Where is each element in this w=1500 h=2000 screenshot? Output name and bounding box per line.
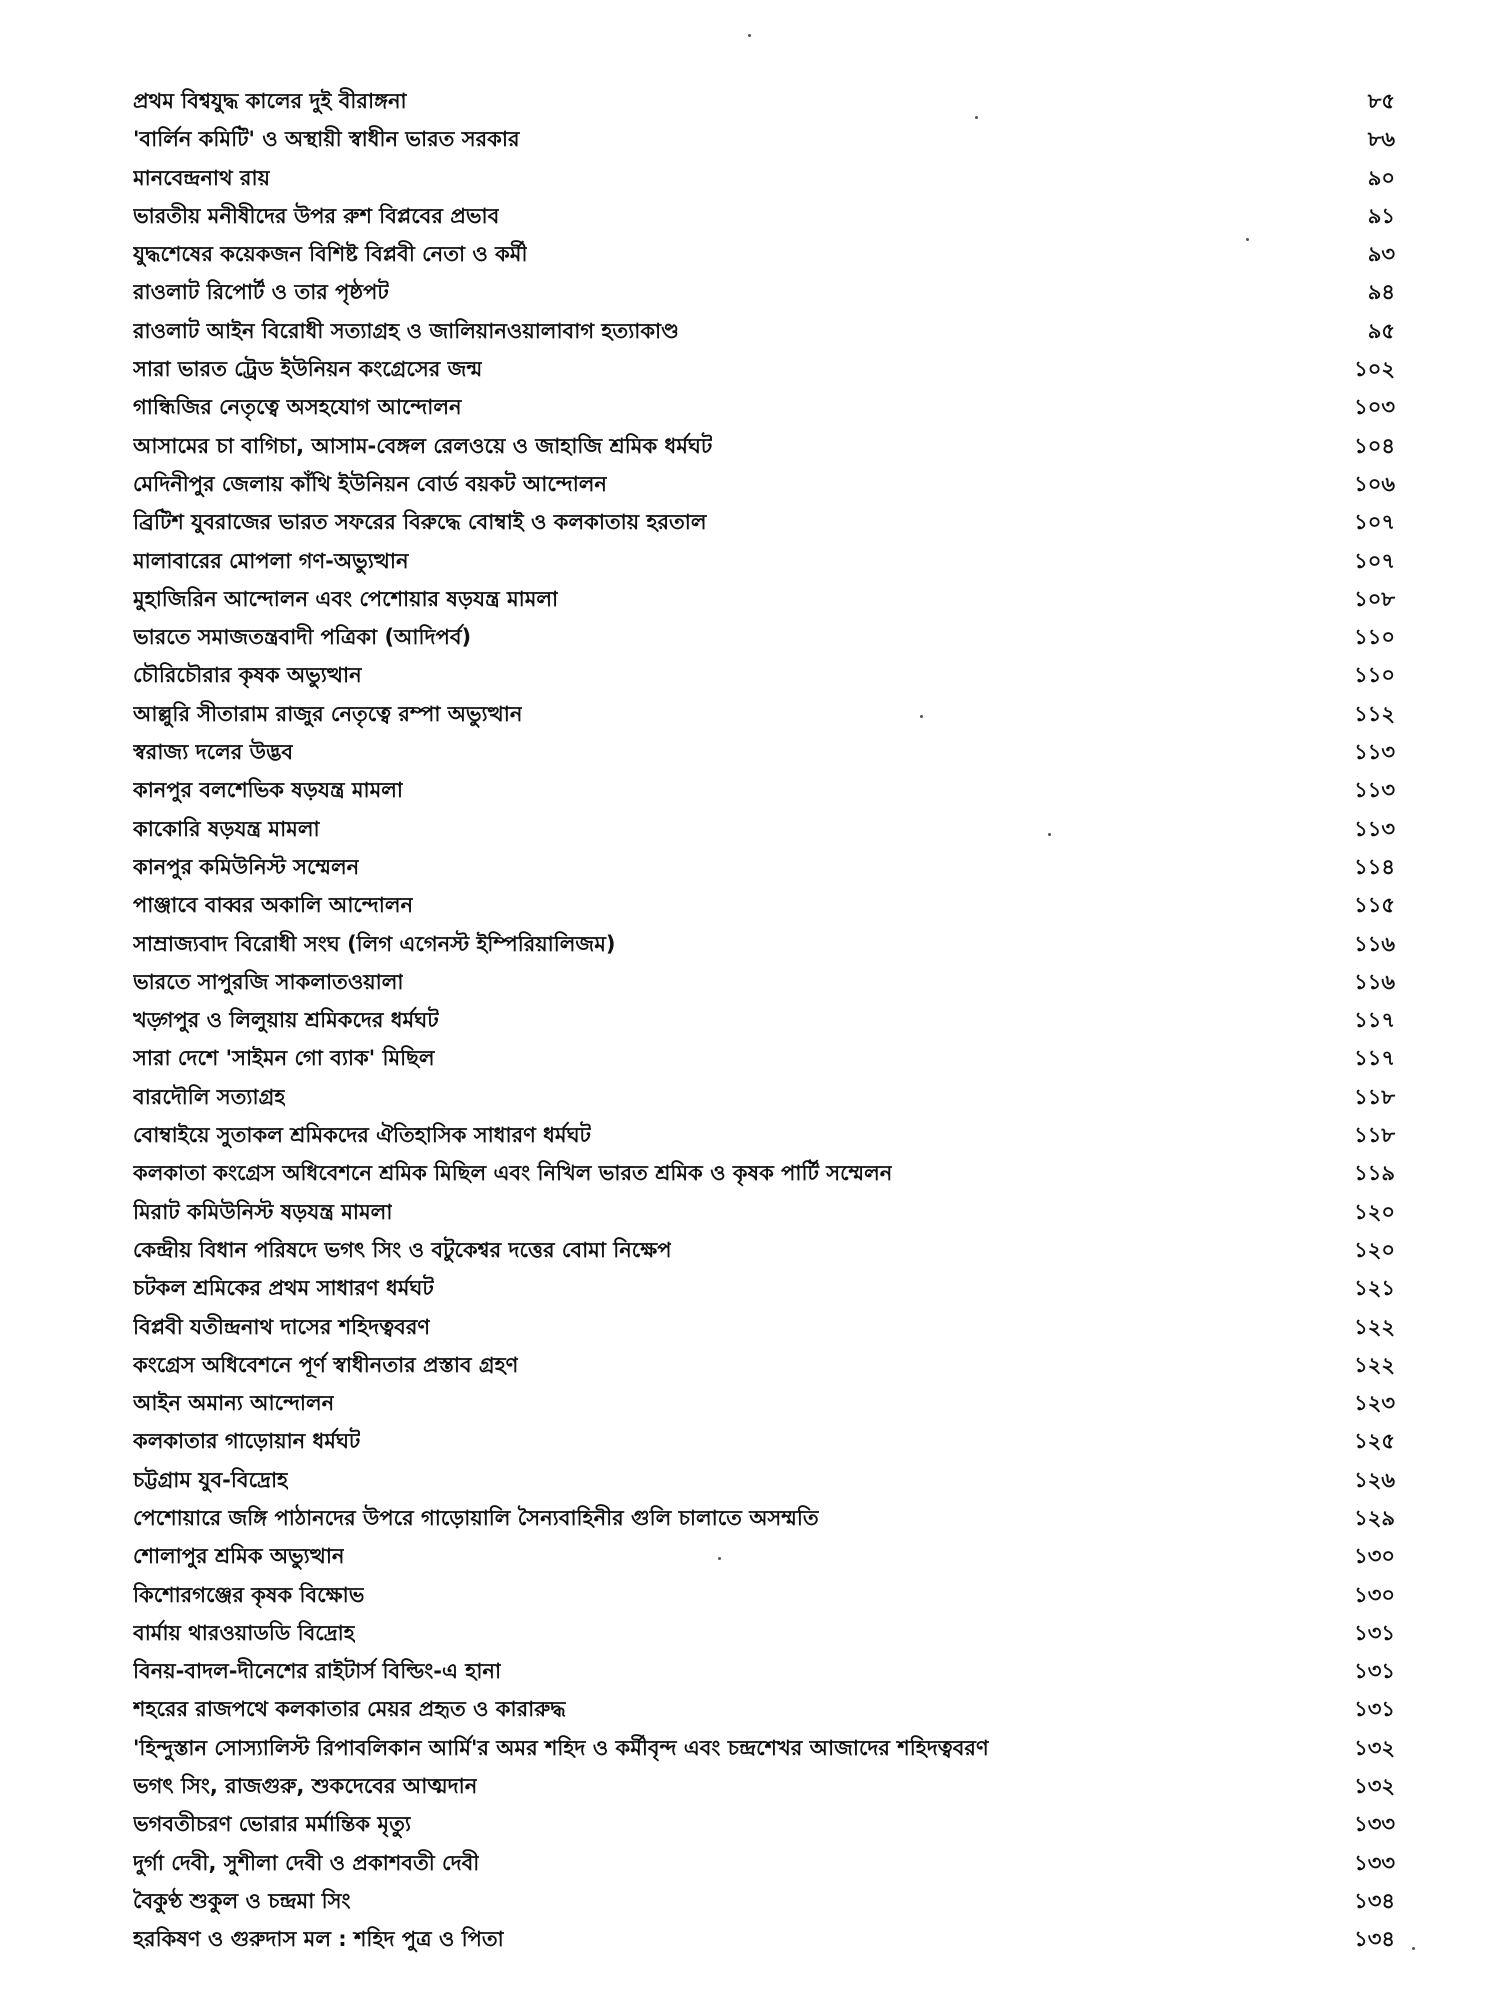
toc-page-number: ১১৬ bbox=[1354, 969, 1395, 994]
toc-entry bbox=[133, 120, 1395, 158]
toc-entry-title: 'বার্লিন কমিটি' ও অস্থায়ী স্বাধীন ভারত সরকার bbox=[133, 127, 520, 152]
toc-page-number: ১১৯ bbox=[1354, 1161, 1395, 1186]
toc-entry-title: আসামের চা বাগিচা, আসাম-বেঙ্গল রেলওয়ে ও জাহাজি শ্রমিক ধর্মঘট bbox=[133, 433, 713, 458]
toc-entry bbox=[133, 1384, 1395, 1422]
toc-page-number: ১১৭ bbox=[1354, 1046, 1395, 1071]
toc-entry-title: শহরের রাজপথে কলকাতার মেয়র প্রহৃত ও কারারুদ্ধ bbox=[133, 1697, 566, 1722]
toc-entry-title: কলকাতা কংগ্রেস অধিবেশনে শ্রমিক মিছিল এবং নিখিল ভারত শ্রমিক ও কৃষক পার্টি সম্মেলন bbox=[133, 1161, 893, 1186]
toc-entry-title: সাম্রাজ্যবাদ বিরোধী সংঘ (লিগ এগেনস্ট ইম্পিরিয়ালিজম) bbox=[133, 931, 616, 956]
toc-page-number: ৮৫ bbox=[1367, 89, 1395, 113]
toc-page-number: ১১৪ bbox=[1354, 854, 1395, 879]
toc-entry-title: যুদ্ধশেষের কয়েকজন বিশিষ্ট বিপ্লবী নেতা ও কর্মী bbox=[133, 242, 528, 267]
toc-entry bbox=[133, 1308, 1395, 1346]
toc-page-number: ১১৮ bbox=[1354, 1084, 1395, 1109]
toc-entry-title: কেন্দ্রীয় বিধান পরিষদে ভগৎ সিং ও বটুকেশ্বর দত্তের বোমা নিক্ষেপ bbox=[133, 1237, 672, 1262]
toc-entry-title: মানবেন্দ্রনাথ রায় bbox=[133, 165, 270, 190]
toc-entry bbox=[133, 350, 1395, 388]
toc-page-number: ৯৪ bbox=[1367, 280, 1395, 305]
toc-page-number: ১১০ bbox=[1354, 663, 1395, 688]
toc-page-number: ১২৯ bbox=[1354, 1505, 1395, 1530]
toc-entry bbox=[133, 1154, 1395, 1192]
toc-entry-title: বিপ্লবী যতীন্দ্রনাথ দাসের শহিদত্ববরণ bbox=[133, 1314, 431, 1339]
toc-entry bbox=[133, 1805, 1395, 1843]
toc-page-number: ১২০ bbox=[1354, 1199, 1395, 1224]
toc-entry bbox=[133, 810, 1395, 848]
toc-entry bbox=[133, 542, 1395, 580]
toc-entry bbox=[133, 1844, 1395, 1882]
toc-entry-title: কানপুর বলশেভিক ষড়যন্ত্র মামলা bbox=[133, 778, 404, 803]
toc-entry bbox=[133, 1461, 1395, 1499]
toc-entry bbox=[133, 273, 1395, 311]
toc-entry bbox=[133, 1231, 1395, 1269]
toc-entry-title: ভারতে সাপুরজি সাকলাতওয়ালা bbox=[133, 969, 404, 994]
toc-entry bbox=[133, 1652, 1395, 1690]
print-speck bbox=[1412, 1947, 1415, 1950]
toc-entry bbox=[133, 963, 1395, 1001]
toc-entry bbox=[133, 197, 1395, 235]
toc-page-number: ১২৬ bbox=[1354, 1467, 1395, 1492]
toc-page-number: ১২২ bbox=[1354, 1314, 1395, 1339]
toc-entry-title: কংগ্রেস অধিবেশনে পূর্ণ স্বাধীনতার প্রস্তাব গ্রহণ bbox=[133, 1352, 519, 1377]
toc-entry bbox=[133, 1882, 1395, 1920]
toc-entry bbox=[133, 733, 1395, 771]
toc-entry bbox=[133, 1767, 1395, 1805]
toc-page-number: ১১০ bbox=[1354, 625, 1395, 650]
toc-entry-title: রাওলাট রিপোর্ট ও তার পৃষ্ঠপট bbox=[133, 280, 389, 305]
toc-entry-title: চৌরিচৌরার কৃষক অভ্যুত্থান bbox=[133, 663, 362, 688]
toc-entry-title: ব্রিটিশ যুবরাজের ভারত সফরের বিরুদ্ধে বোম্বাই ও কলকাতায় হরতাল bbox=[133, 510, 707, 535]
toc-entry bbox=[133, 886, 1395, 924]
toc-entry-title: পেশোয়ারে জঙ্গি পাঠানদের উপরে গাড়োয়ালি সৈন্যবাহিনীর গুলি চালাতে অসম্মতি bbox=[133, 1505, 819, 1530]
toc-entry-title: কিশোরগঞ্জের কৃষক বিক্ষোভ bbox=[133, 1582, 365, 1607]
table-of-contents bbox=[133, 82, 1395, 1959]
toc-entry-title: মেদিনীপুর জেলায় কাঁথি ইউনিয়ন বোর্ড বয়কট আন্দোলন bbox=[133, 471, 607, 496]
toc-entry bbox=[133, 388, 1395, 426]
toc-entry bbox=[133, 771, 1395, 809]
toc-page-number: ১২০ bbox=[1354, 1237, 1395, 1262]
toc-entry-title: কলকাতার গাড়োয়ান ধর্মঘট bbox=[133, 1429, 361, 1454]
toc-entry-title: ভগবতীচরণ ভোরার মর্মান্তিক মৃত্যু bbox=[133, 1812, 411, 1837]
toc-entry bbox=[133, 1116, 1395, 1154]
toc-entry-title: খড়্গপুর ও লিলুয়ায় শ্রমিকদের ধর্মঘট bbox=[133, 1008, 439, 1033]
toc-page-number: ১০৬ bbox=[1354, 471, 1395, 496]
toc-entry bbox=[133, 503, 1395, 541]
toc-entry bbox=[133, 1537, 1395, 1575]
toc-entry bbox=[133, 1078, 1395, 1116]
toc-page-number: ১৩১ bbox=[1354, 1620, 1395, 1645]
toc-entry-title: আইন অমান্য আন্দোলন bbox=[133, 1391, 335, 1416]
toc-page-number: ১৩৩ bbox=[1354, 1812, 1395, 1837]
toc-entry bbox=[133, 1346, 1395, 1384]
toc-entry-title: আল্লুরি সীতারাম রাজুর নেতৃত্বে রম্পা অভ্যুত্থান bbox=[133, 701, 523, 726]
toc-page-number: ১২৩ bbox=[1354, 1391, 1395, 1416]
toc-entry-title: স্বরাজ্য দলের উদ্ভব bbox=[133, 740, 294, 765]
toc-page-number: ৯৩ bbox=[1367, 242, 1395, 267]
toc-page-number: ১০৭ bbox=[1354, 510, 1395, 535]
toc-entry-title: কাকোরি ষড়যন্ত্র মামলা bbox=[133, 816, 320, 841]
toc-entry bbox=[133, 235, 1395, 273]
toc-entry bbox=[133, 465, 1395, 503]
toc-page-number: ১১৮ bbox=[1354, 1123, 1395, 1148]
toc-entry bbox=[133, 1614, 1395, 1652]
toc-entry bbox=[133, 695, 1395, 733]
toc-entry-title: বোম্বাইয়ে সুতাকল শ্রমিকদের ঐতিহাসিক সাধারণ ধর্মঘট bbox=[133, 1123, 592, 1148]
toc-entry-title: মুহাজিরিন আন্দোলন এবং পেশোয়ার ষড়যন্ত্র মামলা bbox=[133, 586, 559, 611]
toc-entry-title: পাঞ্জাবে বাব্বর অকালি আন্দোলন bbox=[133, 893, 413, 918]
toc-entry-title: চট্টগ্রাম যুব-বিদ্রোহ bbox=[133, 1467, 289, 1492]
toc-page-number: ১০২ bbox=[1354, 357, 1395, 382]
toc-entry-title: বারদৌলি সত্যাগ্রহ bbox=[133, 1084, 286, 1109]
toc-entry-title: ভারতীয় মনীষীদের উপর রুশ বিপ্লবের প্রভাব bbox=[133, 203, 500, 228]
toc-entry bbox=[133, 1422, 1395, 1460]
toc-page-number: ১১৩ bbox=[1354, 778, 1395, 803]
toc-page-number: ১৩৪ bbox=[1354, 1927, 1395, 1952]
print-speck bbox=[748, 34, 751, 37]
toc-entry bbox=[133, 656, 1395, 694]
toc-page-number: ১১৬ bbox=[1354, 931, 1395, 956]
toc-entry-title: প্রথম বিশ্বযুদ্ধ কালের দুই বীরাঙ্গনা bbox=[133, 89, 407, 113]
toc-entry-title: 'হিন্দুস্তান সোস্যালিস্ট রিপাবলিকান আর্মি'র অমর শহিদ ও কর্মীবৃন্দ এবং চন্দ্রশেখর আজাদের শহিদত্ববরণ bbox=[133, 1735, 989, 1760]
toc-entry-title: বিনয়-বাদল-দীনেশের রাইটার্স বিল্ডিং-এ হানা bbox=[133, 1659, 502, 1684]
toc-page-number: ১৩৪ bbox=[1354, 1888, 1395, 1913]
toc-entry-title: মিরাট কমিউনিস্ট ষড়যন্ত্র মামলা bbox=[133, 1199, 393, 1224]
toc-entry-title: মালাবারের মোপলা গণ-অভ্যুত্থান bbox=[133, 548, 409, 573]
toc-page-number: ১০৭ bbox=[1354, 548, 1395, 573]
toc-entry bbox=[133, 1576, 1395, 1614]
toc-entry bbox=[133, 618, 1395, 656]
toc-entry bbox=[133, 580, 1395, 618]
toc-entry-title: কানপুর কমিউনিস্ট সম্মেলন bbox=[133, 854, 360, 879]
toc-entry bbox=[133, 159, 1395, 197]
toc-entry-title: গান্ধিজির নেতৃত্বে অসহযোগ আন্দোলন bbox=[133, 395, 462, 420]
toc-page-number: ১১৭ bbox=[1354, 1008, 1395, 1033]
toc-page-number: ১৩২ bbox=[1354, 1774, 1395, 1799]
toc-entry bbox=[133, 1690, 1395, 1728]
toc-page-number: ১৩০ bbox=[1354, 1582, 1395, 1607]
toc-entry bbox=[133, 82, 1395, 120]
toc-page-number: ৯৫ bbox=[1367, 318, 1395, 343]
toc-entry-title: হরকিষণ ও গুরুদাস মল : শহিদ পুত্র ও পিতা bbox=[133, 1927, 504, 1952]
toc-entry bbox=[133, 848, 1395, 886]
toc-page-number: ১০৩ bbox=[1354, 395, 1395, 420]
toc-entry bbox=[133, 427, 1395, 465]
toc-page-number: ১৩১ bbox=[1354, 1659, 1395, 1684]
toc-page-number: ১৩৩ bbox=[1354, 1850, 1395, 1875]
toc-entry bbox=[133, 1729, 1395, 1767]
toc-entry bbox=[133, 1039, 1395, 1077]
toc-page-number: ১৩১ bbox=[1354, 1697, 1395, 1722]
toc-page-number: ১১৩ bbox=[1354, 740, 1395, 765]
toc-entry-title: সারা দেশে 'সাইমন গো ব্যাক' মিছিল bbox=[133, 1046, 435, 1071]
toc-entry-title: ভারতে সমাজতন্ত্রবাদী পত্রিকা (আদিপর্ব) bbox=[133, 625, 472, 650]
toc-page-number: ৯০ bbox=[1367, 165, 1395, 190]
toc-entry-title: বার্মায় থারওয়াডডি বিদ্রোহ bbox=[133, 1620, 355, 1645]
toc-page-number: ৮৬ bbox=[1367, 127, 1395, 152]
toc-page-number: ১৩২ bbox=[1354, 1735, 1395, 1760]
toc-entry-title: বৈকুণ্ঠ শুকুল ও চন্দ্রমা সিং bbox=[133, 1888, 351, 1913]
toc-entry bbox=[133, 1920, 1395, 1958]
toc-page-number: ১১৫ bbox=[1354, 893, 1395, 918]
toc-page-number: ১৩০ bbox=[1354, 1544, 1395, 1569]
toc-page-number: ৯১ bbox=[1367, 203, 1395, 228]
toc-entry-title: চটকল শ্রমিকের প্রথম সাধারণ ধর্মঘট bbox=[133, 1276, 434, 1301]
toc-page-number: ১২২ bbox=[1354, 1352, 1395, 1377]
toc-entry bbox=[133, 1193, 1395, 1231]
toc-entry-title: শোলাপুর শ্রমিক অভ্যুত্থান bbox=[133, 1544, 345, 1569]
toc-page-number: ১২১ bbox=[1354, 1276, 1395, 1301]
toc-entry bbox=[133, 925, 1395, 963]
toc-page-number: ১১৩ bbox=[1354, 816, 1395, 841]
toc-page-number: ১২৫ bbox=[1354, 1429, 1395, 1454]
toc-entry bbox=[133, 1499, 1395, 1537]
toc-page-number: ১০৪ bbox=[1354, 433, 1395, 458]
toc-page-number: ১১২ bbox=[1354, 701, 1395, 726]
toc-entry-title: দুর্গা দেবী, সুশীলা দেবী ও প্রকাশবতী দেবী bbox=[133, 1850, 480, 1875]
toc-entry-title: রাওলাট আইন বিরোধী সত্যাগ্রহ ও জালিয়ানওয়ালাবাগ হত্যাকাণ্ড bbox=[133, 318, 679, 343]
toc-entry bbox=[133, 312, 1395, 350]
toc-entry-title: সারা ভারত ট্রেড ইউনিয়ন কংগ্রেসের জন্ম bbox=[133, 357, 483, 382]
toc-entry bbox=[133, 1001, 1395, 1039]
toc-page-number: ১০৮ bbox=[1354, 586, 1395, 611]
toc-entry-title: ভগৎ সিং, রাজগুরু, শুকদেবের আত্মদান bbox=[133, 1774, 478, 1799]
toc-entry bbox=[133, 1269, 1395, 1307]
